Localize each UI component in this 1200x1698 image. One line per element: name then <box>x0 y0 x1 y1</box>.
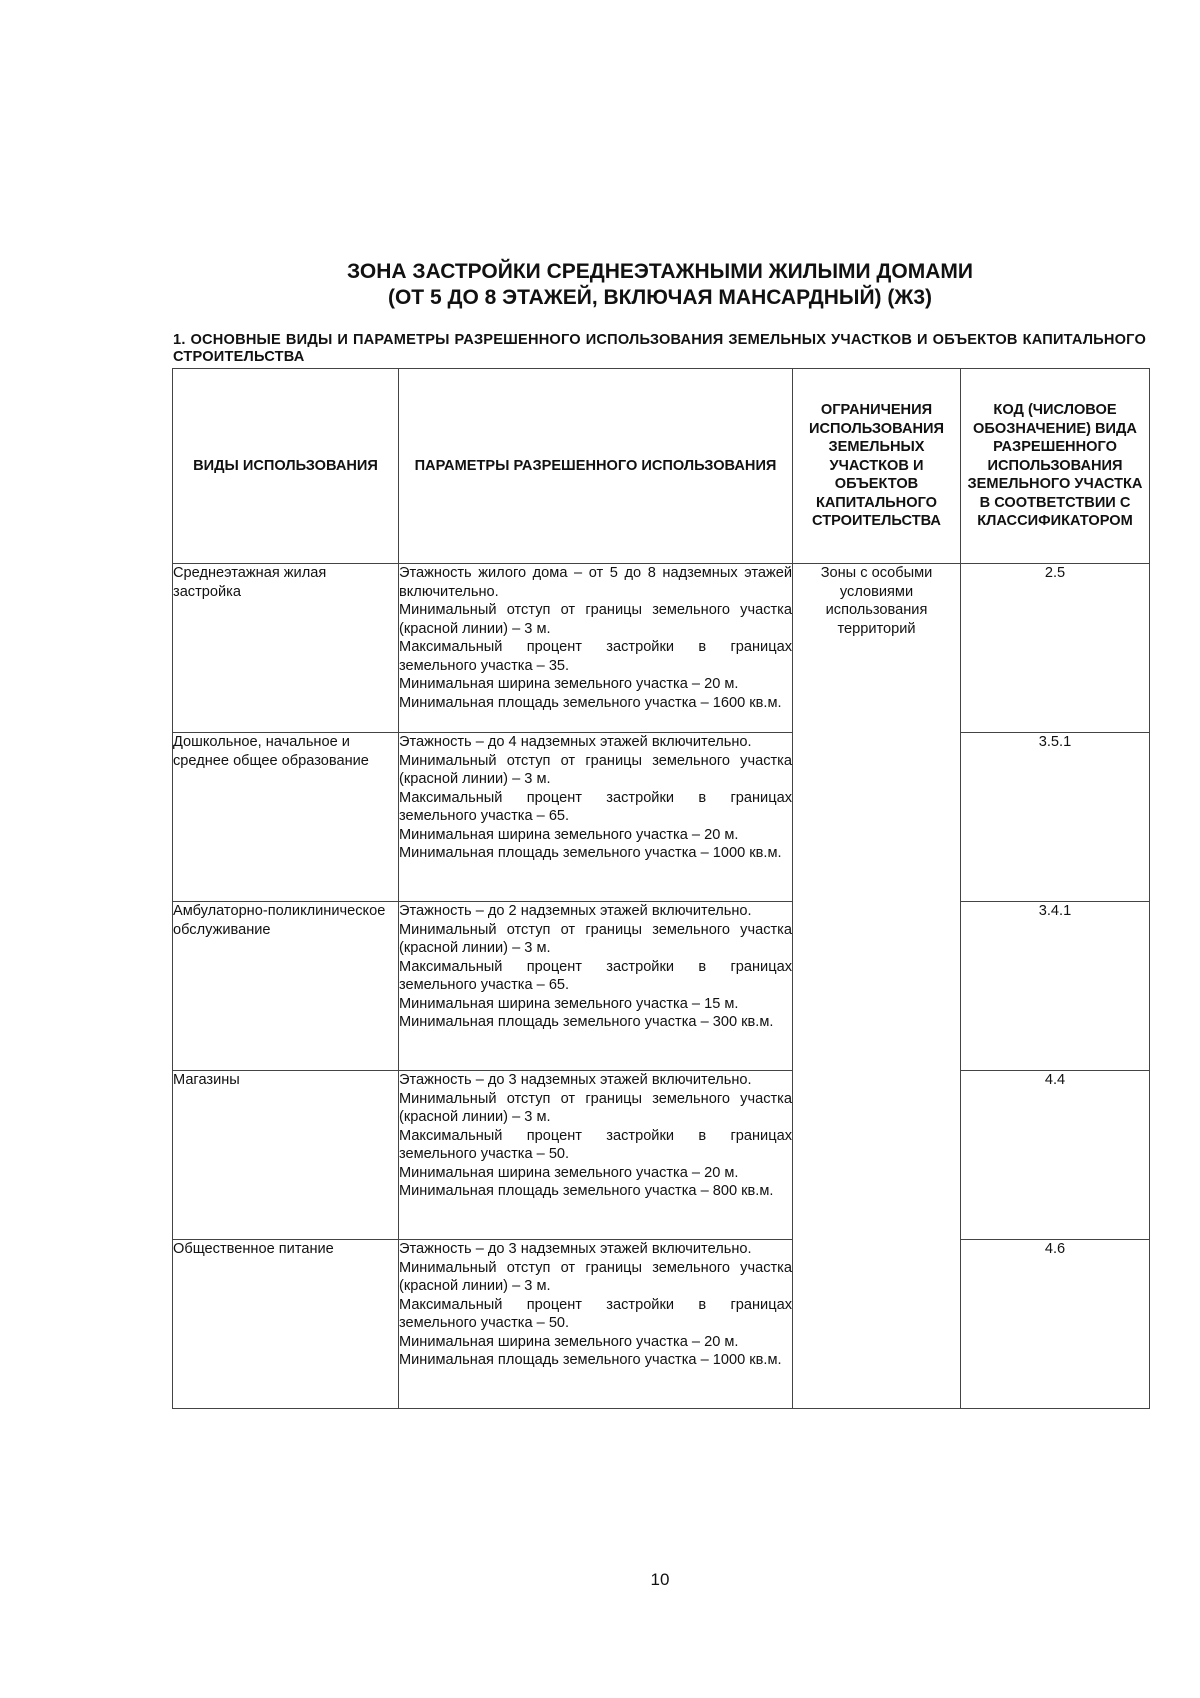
param-line: Этажность – до 4 надземных этажей включительно. <box>399 734 752 750</box>
code-cell: 4.4 <box>961 1071 1150 1240</box>
restrictions-cell: Зоны с особыми условиями использования территорий <box>793 564 961 1409</box>
param-line: Этажность жилого дома – от 5 до 8 надземных этажей включительно. <box>399 565 792 600</box>
params-cell <box>399 1071 793 1240</box>
table-body <box>173 564 1150 1409</box>
param-line: Этажность – до 3 надземных этажей включительно. <box>399 1241 752 1257</box>
page-number: 10 <box>650 1570 670 1589</box>
param-line: Этажность – до 3 надземных этажей включительно. <box>399 1072 752 1088</box>
param-line: Минимальная площадь земельного участка – 1000 кв.м. <box>399 1352 782 1368</box>
code-cell: 3.4.1 <box>961 902 1150 1071</box>
param-line: Максимальный процент застройки в границах земельного участка – 50. <box>399 1127 792 1162</box>
table-row <box>173 1071 1150 1240</box>
header-params: ПАРАМЕТРЫ РАЗРЕШЕННОГО ИСПОЛЬЗОВАНИЯ <box>399 369 793 564</box>
table-row <box>173 733 1150 902</box>
param-line: Минимальная ширина земельного участка – 20 м. <box>399 1333 739 1350</box>
param-line: Минимальная ширина земельного участка – 15 м. <box>399 995 739 1012</box>
header-restrictions: ОГРАНИЧЕНИЯ ИСПОЛЬЗОВАНИЯ ЗЕМЕЛЬНЫХ УЧАСТКОВ И ОБЪЕКТОВ КАПИТАЛЬНОГО СТРОИТЕЛЬСТВА <box>793 369 961 564</box>
param-line: Минимальная площадь земельного участка – 300 кв.м. <box>399 1014 774 1030</box>
table-row <box>173 902 1150 1071</box>
param-line: Минимальный отступ от границы земельного участка (красной линии) – 3 м. <box>399 1090 792 1125</box>
header-use: ВИДЫ ИСПОЛЬЗОВАНИЯ <box>173 369 399 564</box>
title-line-1: ЗОНА ЗАСТРОЙКИ СРЕДНЕЭТАЖНЫМИ ЖИЛЫМИ ДОМАМИ <box>347 260 973 283</box>
params-cell <box>399 733 793 902</box>
params-cell <box>399 1240 793 1409</box>
use-type-cell: Дошкольное, начальное и среднее общее образование <box>173 733 399 902</box>
table-header-row <box>173 369 1150 564</box>
use-type-cell: Общественное питание <box>173 1240 399 1409</box>
params-cell <box>399 564 793 733</box>
param-line: Минимальный отступ от границы земельного участка (красной линии) – 3 м. <box>399 752 792 787</box>
code-cell: 4.6 <box>961 1240 1150 1409</box>
code-cell: 2.5 <box>961 564 1150 733</box>
zoning-table <box>172 368 1150 1409</box>
header-code: КОД (ЧИСЛОВОЕ ОБОЗНАЧЕНИЕ) ВИДА РАЗРЕШЕННОГО ИСПОЛЬЗОВАНИЯ ЗЕМЕЛЬНОГО УЧАСТКА В СООТВЕТСТВИИ С КЛАССИФИКАТОРОМ <box>961 369 1150 564</box>
param-line: Минимальная ширина земельного участка – 20 м. <box>399 826 739 843</box>
use-type-cell: Магазины <box>173 1071 399 1240</box>
params-cell <box>399 902 793 1071</box>
use-type-cell: Амбулаторно-поликлиническое обслуживание <box>173 902 399 1071</box>
param-line: Максимальный процент застройки в границах земельного участка – 35. <box>399 639 792 674</box>
param-line: Минимальная площадь земельного участка – 800 кв.м. <box>399 1183 774 1199</box>
param-line: Максимальный процент застройки в границах земельного участка – 50. <box>399 1296 792 1331</box>
param-line: Минимальная ширина земельного участка – 20 м. <box>399 676 739 692</box>
param-line: Максимальный процент застройки в границах земельного участка – 65. <box>399 958 792 993</box>
param-line: Минимальный отступ от границы земельного участка (красной линии) – 3 м. <box>399 921 792 956</box>
param-line: Минимальная ширина земельного участка – 20 м. <box>399 1164 739 1181</box>
title-line-2: (ОТ 5 ДО 8 ЭТАЖЕЙ, ВКЛЮЧАЯ МАНСАРДНЫЙ) (Ж3) <box>387 286 933 309</box>
param-line: Максимальный процент застройки в границах земельного участка – 65. <box>399 789 792 824</box>
section-heading: 1. ОСНОВНЫЕ ВИДЫ И ПАРАМЕТРЫ РАЗРЕШЕННОГО ИСПОЛЬЗОВАНИЯ ЗЕМЕЛЬНЫХ УЧАСТКОВ И ОБЪЕКТОВ КАПИТАЛЬНОГО СТРОИТЕЛЬСТВА <box>173 332 1146 365</box>
table-row <box>173 1240 1150 1409</box>
table-row <box>173 564 1150 733</box>
use-type-cell: Среднеэтажная жилая застройка <box>173 564 399 733</box>
code-cell: 3.5.1 <box>961 733 1150 902</box>
param-line: Минимальный отступ от границы земельного участка (красной линии) – 3 м. <box>399 1259 792 1294</box>
param-line: Минимальная площадь земельного участка – 1000 кв.м. <box>399 845 782 861</box>
page-title <box>0 259 1200 311</box>
param-line: Минимальная площадь земельного участка – 1600 кв.м. <box>399 694 782 711</box>
param-line: Этажность – до 2 надземных этажей включительно. <box>399 903 752 919</box>
param-line: Минимальный отступ от границы земельного участка (красной линии) – 3 м. <box>399 602 792 637</box>
